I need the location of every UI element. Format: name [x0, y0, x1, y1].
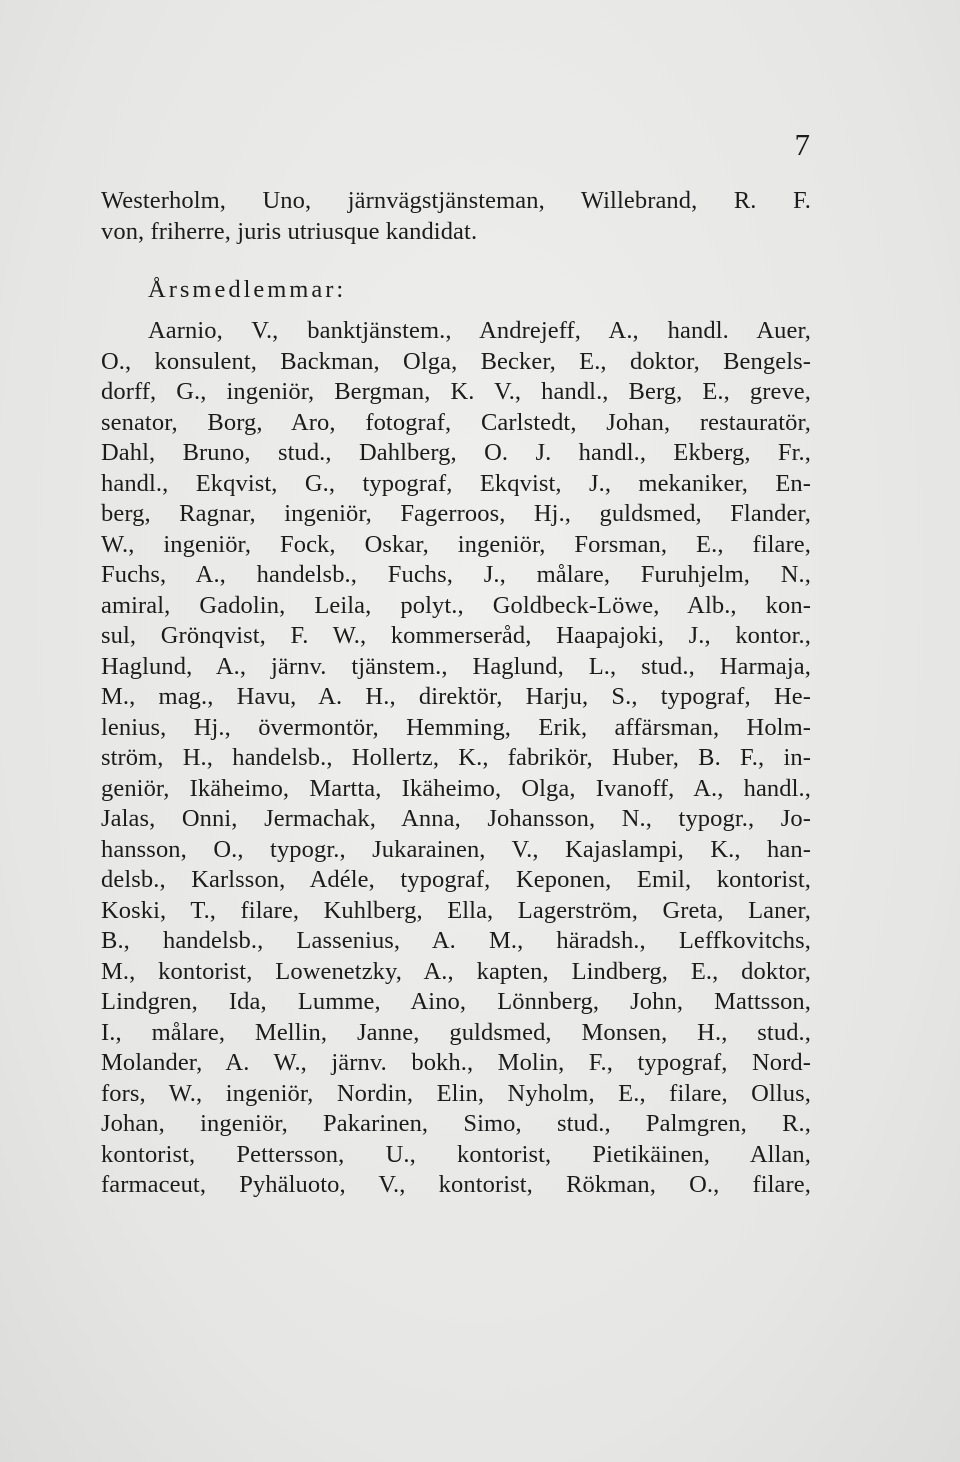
text-line: Jalas, Onni, Jermachak, Anna, Johansson, N., typogr., Jo-: [101, 805, 811, 832]
text-line: M., kontorist, Lowenetzky, A., kapten, Lindberg, E., doktor,: [101, 957, 811, 985]
text-line: Koski, T., filare, Kuhlberg, Ella, Lagerström, Greta, Laner,: [101, 896, 811, 924]
text-line: kontorist, Pettersson, U., kontorist, Pietikäinen, Allan,: [101, 1140, 811, 1168]
page-number: 7: [794, 127, 810, 162]
text-line: Lindgren, Ida, Lumme, Aino, Lönnberg, John, Mattsson,: [101, 988, 811, 1015]
text-line: hansson, O., typogr., Jukarainen, V., Kajaslampi, K., han-: [101, 835, 811, 863]
text-line: Johan, ingeniör, Pakarinen, Simo, stud., Palmgren, R.,: [101, 1110, 811, 1137]
text-line: B., handelsb., Lassenius, A. M., häradsh., Leffkovitchs,: [101, 927, 811, 954]
members-paragraph: [101, 316, 811, 1201]
text-line: ström, H., handelsb., Hollertz, K., fabrikör, Huber, B. F., in-: [101, 744, 811, 771]
text-line: Fuchs, A., handelsb., Fuchs, J., målare, Furuhjelm, N.,: [101, 561, 811, 588]
text-line: Dahl, Bruno, stud., Dahlberg, O. J. handl., Ekberg, Fr.,: [101, 439, 811, 466]
text-line: farmaceut, Pyhäluoto, V., kontorist, Rökman, O., filare,: [101, 1171, 811, 1198]
text-line: O., konsulent, Backman, Olga, Becker, E., doktor, Bengels-: [101, 347, 811, 375]
text-line: dorff, G., ingeniör, Bergman, K. V., handl., Berg, E., greve,: [101, 378, 811, 405]
text-line: Westerholm, Uno, järnvägstjänsteman, Willebrand, R. F.: [101, 187, 811, 214]
text-line: amiral, Gadolin, Leila, polyt., Goldbeck-Löwe, Alb., kon-: [101, 591, 811, 619]
text-line: Molander, A. W., järnv. bokh., Molin, F., typograf, Nord-: [101, 1049, 811, 1076]
text-line: Haglund, A., järnv. tjänstem., Haglund, L., stud., Harmaja,: [101, 652, 811, 680]
text-line: berg, Ragnar, ingeniör, Fagerroos, Hj., guldsmed, Flander,: [101, 500, 811, 527]
text-line: handl., Ekqvist, G., typograf, Ekqvist, J., mekaniker, En-: [101, 469, 811, 497]
text-line: senator, Borg, Aro, fotograf, Carlstedt, Johan, restauratör,: [101, 408, 811, 436]
text-line: delsb., Karlsson, Adéle, typograf, Keponen, Emil, kontorist,: [101, 866, 811, 893]
text-line: Aarnio, V., banktjänstem., Andrejeff, A., handl. Auer,: [148, 317, 811, 344]
text-line: M., mag., Havu, A. H., direktör, Harju, S., typograf, He-: [101, 683, 811, 710]
text-line: geniör, Ikäheimo, Martta, Ikäheimo, Olga, Ivanoff, A., handl.,: [101, 774, 811, 802]
text-line: von, friherre, juris utriusque kandidat.: [101, 217, 478, 245]
text-line: fors, W., ingeniör, Nordin, Elin, Nyholm, E., filare, Ollus,: [101, 1079, 811, 1107]
text-line: lenius, Hj., övermontör, Hemming, Erik, affärsman, Holm-: [101, 713, 811, 741]
intro-paragraph: [101, 186, 811, 247]
section-heading: Årsmedlemmar:: [148, 276, 347, 303]
text-line: I., målare, Mellin, Janne, guldsmed, Monsen, H., stud.,: [101, 1018, 811, 1046]
text-line: W., ingeniör, Fock, Oskar, ingeniör, Forsman, E., filare,: [101, 530, 811, 558]
text-line: sul, Grönqvist, F. W., kommerseråd, Haapajoki, J., kontor.,: [101, 622, 811, 649]
